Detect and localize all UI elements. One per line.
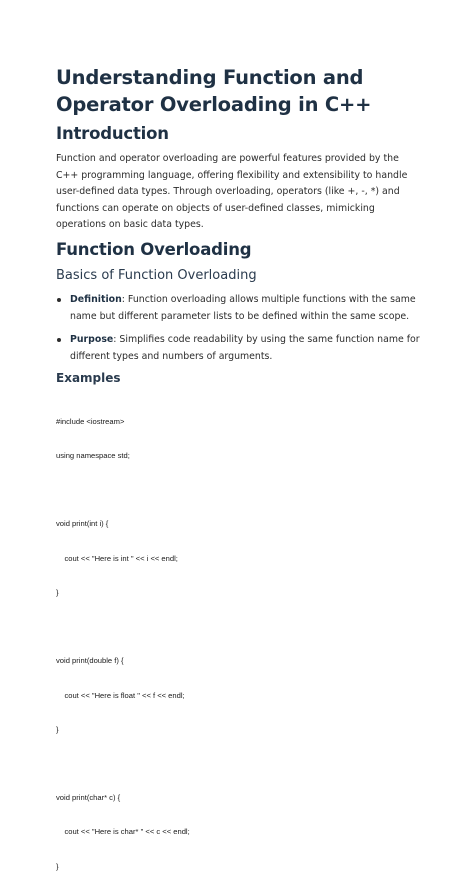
code-line: void print(double f) { [56, 656, 124, 666]
list-item [56, 332, 422, 365]
bullet-text: : Function overloading allows multiple functions with the same name but different parameter lists to be defined within the same scope. [70, 294, 416, 322]
code-line: cout << "Here is float " << f << endl; [56, 690, 185, 700]
bullet-dot-icon [57, 338, 61, 342]
code-line: using namespace std; [56, 451, 130, 461]
code-line: } [56, 587, 59, 597]
section-heading: Function Overloading [56, 240, 252, 259]
intro-paragraph: Function and operator overloading are powerful features provided by the C++ programming language, offering flexibility and extensibility to handle user-defined data types. Through overloading, operators (like +, -, *) and functions can operate on objects of user-defined classes, mimicking operations on basic data types. [56, 153, 408, 231]
code-block [56, 393, 190, 895]
bullet-dot-icon [57, 298, 61, 302]
document-title: Understanding Function and Operator Overloading in C++ [56, 66, 372, 116]
intro-heading: Introduction [56, 124, 169, 143]
examples-heading: Examples [56, 371, 121, 385]
bullet-term: Definition [70, 294, 122, 305]
code-line [56, 484, 190, 495]
code-line: } [56, 724, 59, 734]
code-line: void print(char* c) { [56, 793, 121, 803]
code-line: void print(int i) { [56, 519, 109, 529]
bullet-text: : Simplifies code readability by using the same function name for different types and numbers of arguments. [70, 334, 420, 362]
bullet-list [56, 292, 422, 372]
code-line: cout << "Here is int " << i << endl; [56, 553, 178, 563]
list-item [56, 292, 422, 325]
bullet-term: Purpose [70, 334, 114, 346]
code-line: #include <iostream> [56, 416, 125, 426]
subsection-heading: Basics of Function Overloading [56, 268, 257, 283]
code-line: cout << "Here is char* " << c << endl; [56, 827, 190, 837]
code-line [56, 621, 190, 632]
code-line: } [56, 861, 59, 871]
code-line [56, 758, 190, 769]
